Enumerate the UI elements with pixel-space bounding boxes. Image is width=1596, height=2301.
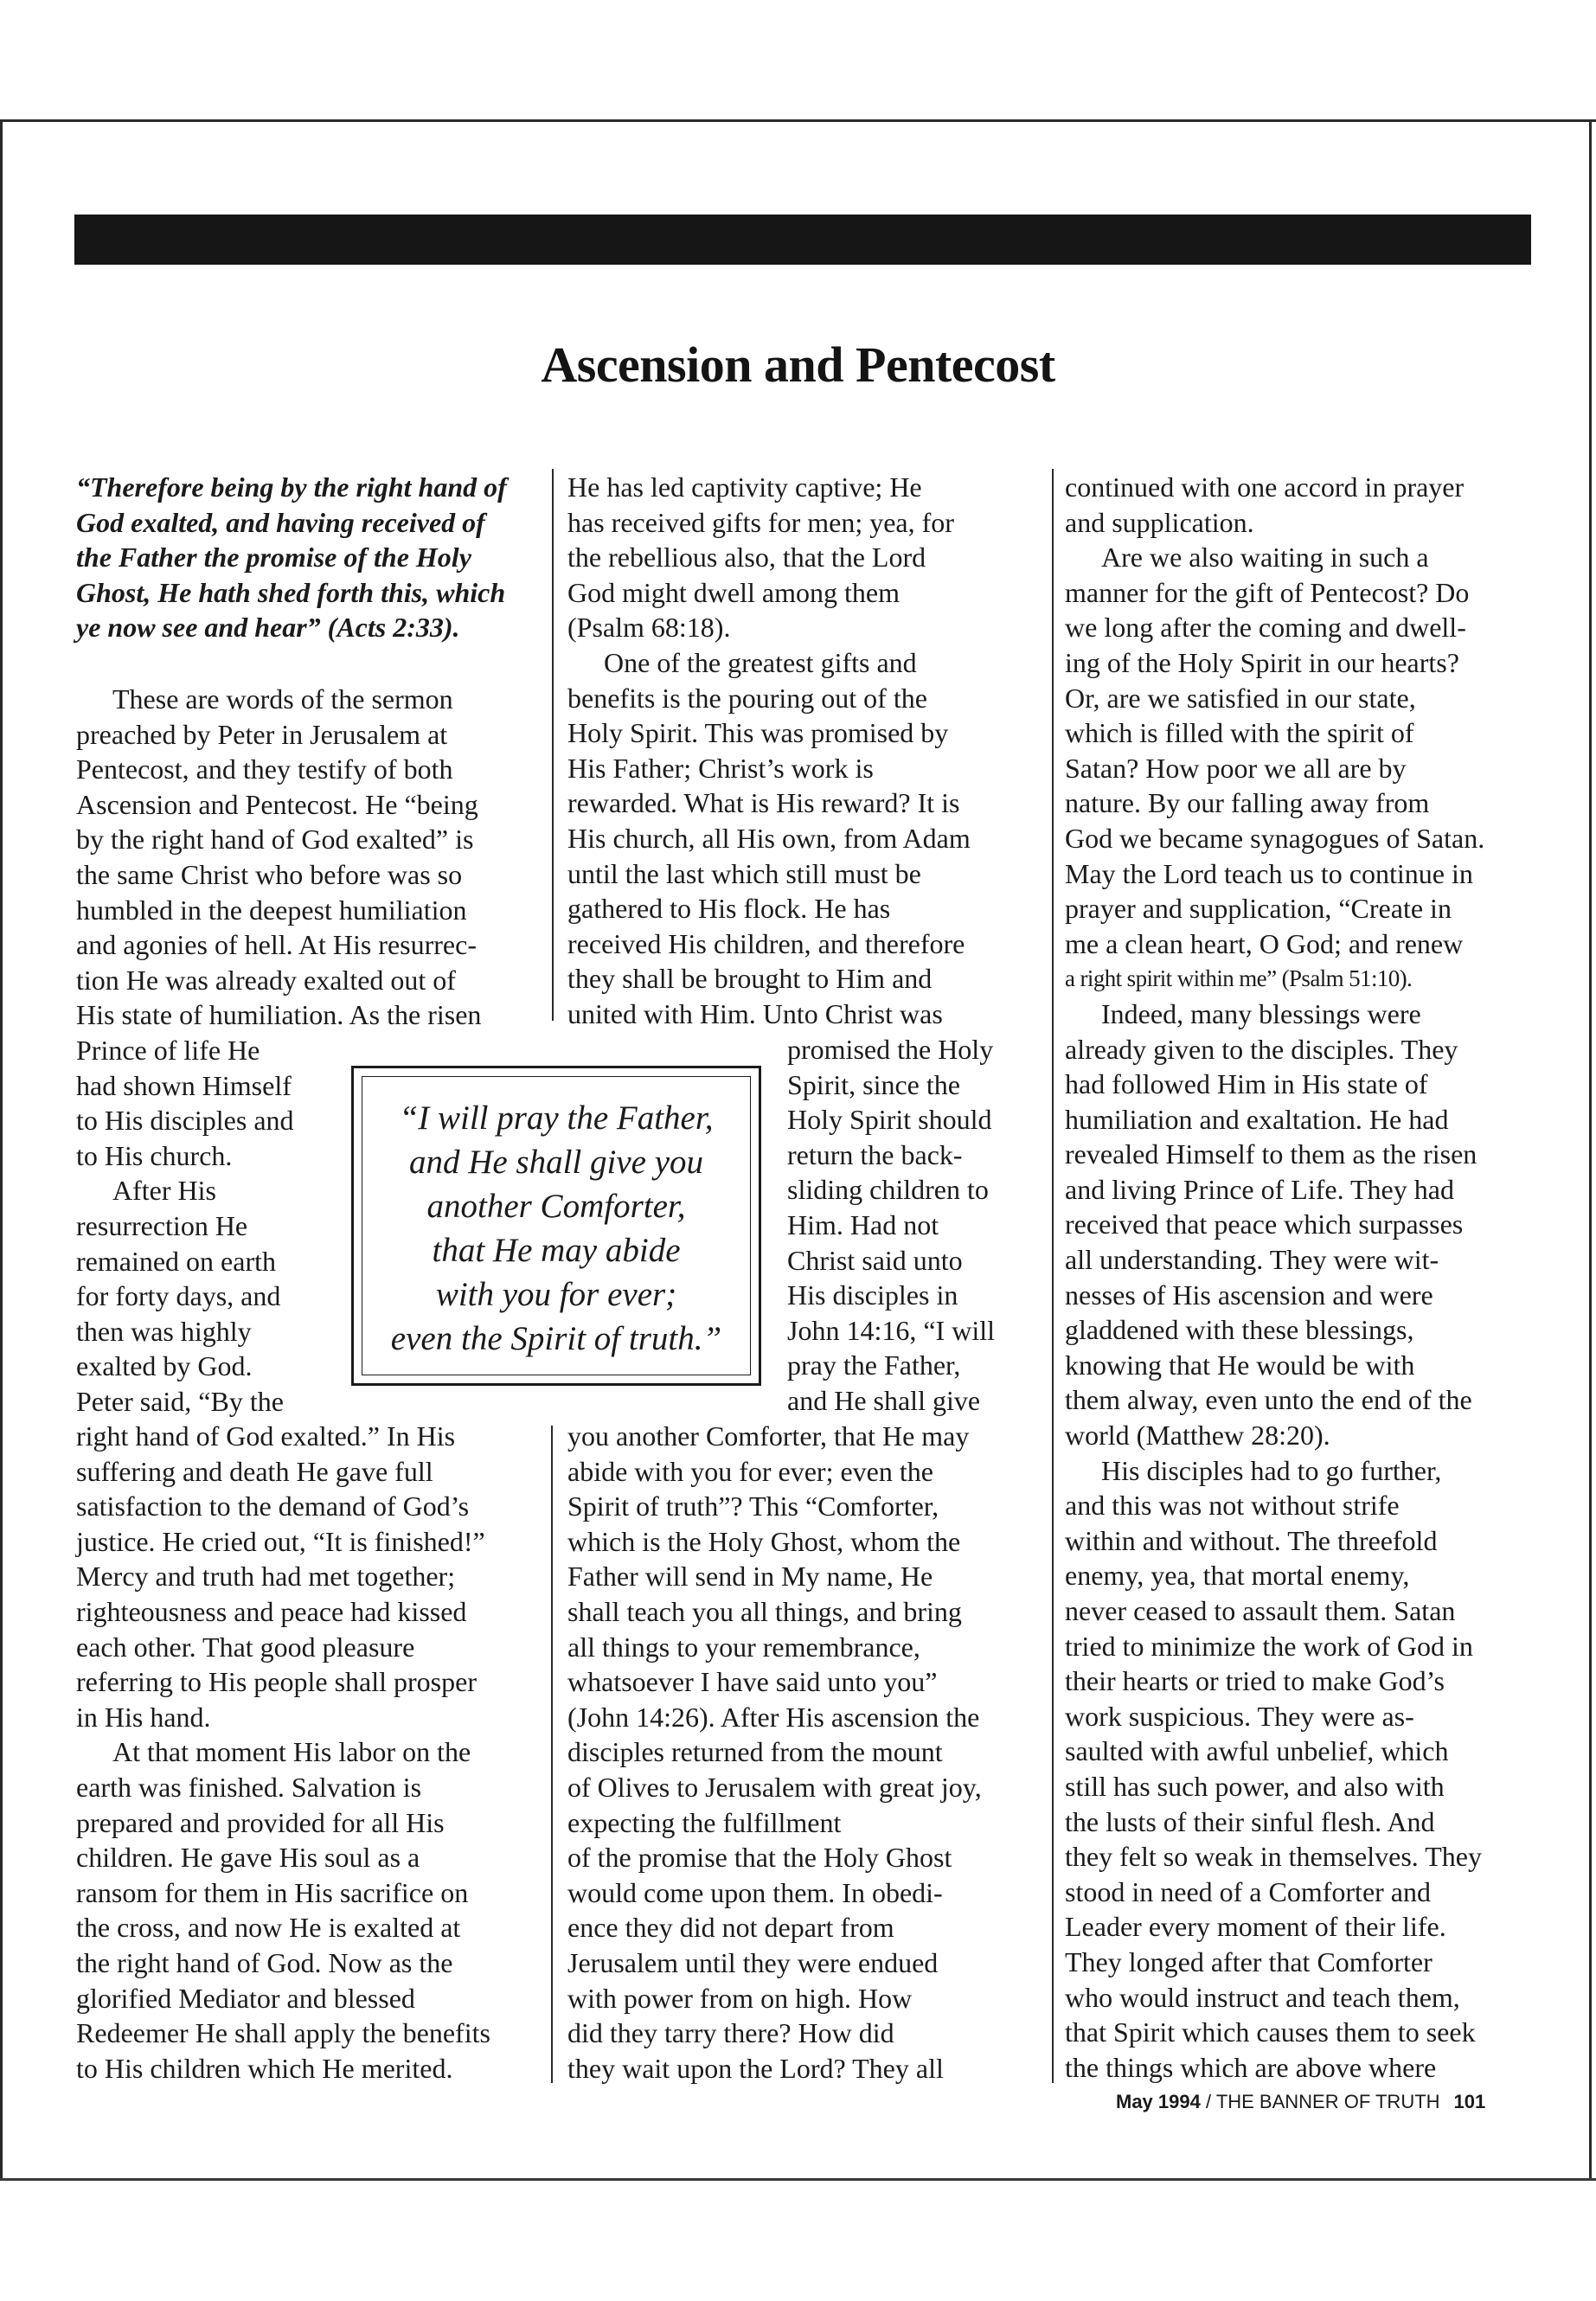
text-line: promised the Holy [787,1034,994,1065]
text-line: in His hand. [76,1701,211,1733]
text-line: never ceased to assault them. Satan [1065,1595,1456,1626]
text-line: righteousness and peace had kissed [76,1595,467,1627]
text-line: nature. By our falling away from [1065,787,1430,819]
text-line: ransom for them in His sacrifice on [76,1876,469,1908]
text-line: gathered to His flock. He has [567,893,891,925]
text-line: the right hand of God. Now as the [76,1946,453,1978]
text-line: of the promise that the Holy Ghost [567,1842,952,1874]
text-line: God might dwell among them [567,576,900,608]
text-line: a right spirit within me” (Psalm 51:10). [1065,965,1413,992]
text-line: whatsoever I have said unto you” [567,1666,938,1698]
text-line: their hearts or tried to make God’s [1065,1665,1445,1697]
text-line: One of the greatest gifts and [604,646,917,678]
text-line: Father will send in My name, He [567,1561,933,1593]
text-line: did they tarry there? How did [567,2017,894,2049]
text-line: that Spirit which causes them to seek [1065,2016,1476,2048]
text-line: they felt so weak in themselves. They [1065,1841,1482,1873]
text-line: Christ said unto [787,1244,963,1276]
pull-quote-line: and He shall give you [408,1144,704,1181]
text-line: preached by Peter in Jerusalem at [76,718,448,750]
text-line: you another Comforter, that He may [567,1420,970,1452]
text-line: Ascension and Pentecost. He “being [76,788,478,820]
text-line: them alway, even unto the end of the [1065,1384,1472,1416]
column-2-upper-text [567,470,971,1032]
footer-page-number [1454,2091,1486,2112]
text-line: by the right hand of God exalted” is [76,824,474,856]
text-line: right hand of God exalted.” In His [76,1420,456,1452]
text-line: satisfaction to the demand of God’s [76,1490,470,1522]
text-line: John 14:16, “I will [787,1314,995,1346]
text-line: He has led captivity captive; He [567,471,922,503]
text-line: manner for the gift of Pentecost? Do [1065,576,1470,608]
epigraph-line: the Father the promise of the Holy [76,542,471,574]
text-line: referring to His people shall prosper [76,1666,477,1698]
text-line: May the Lord teach us to continue in [1065,857,1473,889]
text-line: the cross, and now He is exalted at [76,1912,461,1944]
text-line: suffering and death He gave full [76,1455,433,1487]
text-line: abide with you for ever; even the [567,1455,933,1487]
text-line: Or, are we satisfied in our state, [1065,682,1416,714]
text-line: already given to the disciples. They [1065,1033,1458,1065]
text-line: each other. That good pleasure [76,1631,415,1663]
column-3-text [1065,470,1484,2085]
text-line: They longed after that Comforter [1065,1945,1433,1977]
text-line: These are words of the sermon [112,683,453,715]
page-bottom-edge [0,2178,1596,2181]
text-line: knowing that He would be with [1065,1349,1415,1381]
text-line: Him. Had not [787,1208,939,1240]
text-line: work suspicious. They were as- [1065,1700,1414,1732]
column-2-lower-text [567,1419,982,2086]
text-line: At that moment His labor on the [112,1736,471,1768]
text-line: and living Prince of Life. They had [1065,1173,1454,1205]
text-line: resurrection He [76,1209,248,1241]
text-line: Jerusalem until they were endued [567,1946,939,1978]
text-line: for forty days, and [76,1280,281,1312]
column-divider [552,469,554,1021]
text-line: with power from on high. How [567,1982,913,2014]
text-line: then was highly [76,1315,252,1347]
text-line: they wait upon the Lord? They all [567,2052,944,2084]
text-line: would come upon them. In obedi- [567,1876,943,1908]
text-line: tion He was already exalted out of [76,964,456,996]
text-line: Pentecost, and they testify of both [76,753,453,785]
text-line: prepared and provided for all His [76,1806,445,1838]
page-left-edge [0,122,3,2178]
text-line: ing of the Holy Spirit in our hearts? [1065,646,1459,678]
text-line: nesses of His ascension and were [1065,1279,1433,1311]
text-line: and this was not without strife [1065,1490,1400,1522]
text-line: Holy Spirit. This was promised by [567,717,949,749]
text-line: saulted with awful unbelief, which [1065,1735,1449,1767]
text-line: humiliation and exaltation. He had [1065,1103,1449,1135]
text-line: stood in need of a Comforter and [1065,1875,1431,1907]
text-line: all things to your remembrance, [567,1631,920,1663]
header-bar [74,215,1531,265]
epigraph-line: Ghost, He hath shed forth this, which [76,576,506,608]
text-line: and agonies of hell. At His resurrec- [76,929,477,961]
text-line: revealed Himself to them as the risen [1065,1138,1477,1170]
epigraph-line: “Therefore being by the right hand of [76,471,507,503]
footer-separator: / [1200,2091,1216,2112]
epigraph-line: God exalted, and having received of [76,506,485,538]
text-line: return the back- [787,1138,963,1170]
column-1-lower-text [76,1419,490,2086]
text-line: to His children which He merited. [76,2052,453,2084]
text-line: the lusts of their sinful flesh. And [1065,1805,1435,1837]
text-line: His disciples in [787,1279,958,1311]
text-line: we long after the coming and dwell- [1065,612,1466,644]
text-line: continued with one accord in prayer [1065,471,1465,503]
text-line: children. He gave His soul as a [76,1842,420,1874]
text-line: had followed Him in His state of [1065,1068,1428,1100]
text-line: me a clean heart, O God; and renew [1065,927,1464,959]
text-line: still has such power, and also with [1065,1770,1445,1802]
text-line: received that peace which surpasses [1065,1208,1464,1240]
text-line: expecting the fulfillment [567,1806,842,1838]
text-line: gladdened with these blessings, [1065,1314,1414,1346]
text-line: exalted by God. [76,1350,253,1382]
text-line: they shall be brought to Him and [567,963,933,995]
text-line: glorified Mediator and blessed [76,1982,415,2014]
text-line: received His children, and therefore [567,927,965,959]
article-title: Ascension and Pentecost [541,336,1055,393]
text-line: Prince of life He [76,1034,260,1066]
text-line: had shown Himself [76,1069,292,1101]
text-line: ence they did not depart from [567,1912,894,1944]
text-line: enemy, yea, that mortal enemy, [1065,1560,1410,1592]
text-line: prayer and supplication, “Create in [1065,893,1452,925]
text-line: remained on earth [76,1245,276,1277]
pull-quote-line: “I will pray the Father, [399,1099,714,1137]
text-line: and supplication. [1065,506,1254,538]
text-line: disciples returned from the mount [567,1736,943,1768]
text-line: His state of humiliation. As the risen [76,999,482,1031]
text-line: within and without. The threefold [1065,1524,1438,1556]
text-line: humbled in the deepest humiliation [76,894,467,926]
text-line: Leader every moment of their life. [1065,1911,1446,1943]
text-line: justice. He cried out, “It is finished!” [76,1525,485,1557]
page-right-edge [1589,122,1592,2178]
text-line: Holy Spirit should [787,1104,992,1136]
text-line: the rebellious also, that the Lord [567,542,926,574]
pull-quote-line: that He may abide [432,1232,681,1269]
page-top-edge [0,119,1596,122]
text-line: united with Him. Unto Christ was [567,997,943,1029]
footer-date: May 1994 [1116,2091,1201,2112]
epigraph [76,470,507,645]
text-line: Spirit, since the [787,1068,960,1100]
text-line: which is the Holy Ghost, whom the [567,1525,961,1557]
footer-publication: THE BANNER OF TRUTH [1215,2091,1440,2112]
text-line: After His [112,1175,216,1207]
text-line: benefits is the pouring out of the [567,682,927,714]
text-line: Spirit of truth”? This “Comforter, [567,1490,939,1522]
text-line: to His church. [76,1139,233,1171]
text-line: His disciples had to go further, [1101,1454,1442,1486]
text-line: all understanding. They were wit- [1065,1244,1439,1276]
column-divider [1052,469,1054,2083]
text-line: tried to minimize the work of God in [1065,1630,1473,1662]
text-line: earth was finished. Salvation is [76,1771,422,1803]
text-line: the same Christ who before was so [76,858,463,890]
text-line: His Father; Christ’s work is [567,752,874,784]
text-line: shall teach you all things, and bring [567,1595,962,1627]
text-line: Mercy and truth had met together; [76,1561,456,1593]
text-line: rewarded. What is His reward? It is [567,787,960,819]
text-line: and He shall give [787,1384,981,1416]
epigraph-line: ye now see and hear” (Acts 2:33). [76,612,460,644]
text-line: which is filled with the spirit of [1065,717,1414,749]
column-2-middle-text [787,1032,995,1419]
text-line: of Olives to Jerusalem with great joy, [567,1771,982,1803]
text-line: Redeemer He shall apply the benefits [76,2017,490,2049]
pull-quote-line: with you for ever; [435,1276,677,1313]
text-line: to His disciples and [76,1105,294,1137]
text-line: until the last which still must be [567,857,921,889]
text-line: who would instruct and teach them, [1065,1981,1460,2013]
pull-quote-box [351,1066,761,1386]
text-line: world (Matthew 28:20). [1065,1420,1330,1452]
text-line: sliding children to [787,1174,989,1206]
text-line: Are we also waiting in such a [1101,542,1429,574]
column-divider [551,1426,553,2083]
text-line: Indeed, many blessings were [1101,997,1421,1029]
text-line: the things which are above where [1065,2051,1437,2083]
text-line: Peter said, “By the [76,1385,284,1417]
page-footer [1116,2091,1485,2113]
pull-quote-line: even the Spirit of truth.” [390,1320,722,1357]
pull-quote-line: another Comforter, [426,1188,686,1225]
text-line: has received gifts for men; yea, for [567,506,954,538]
pull-quote-inner-frame [362,1076,751,1375]
text-line: Satan? How poor we all are by [1065,752,1407,784]
text-line: (Psalm 68:18). [567,612,731,644]
text-line: His church, all His own, from Adam [567,822,971,854]
text-line: pray the Father, [787,1349,961,1381]
page-number: 101 [1453,2091,1486,2112]
text-line: God we became synagogues of Satan. [1065,822,1485,854]
text-line: (John 14:26). After His ascension the [567,1701,980,1733]
